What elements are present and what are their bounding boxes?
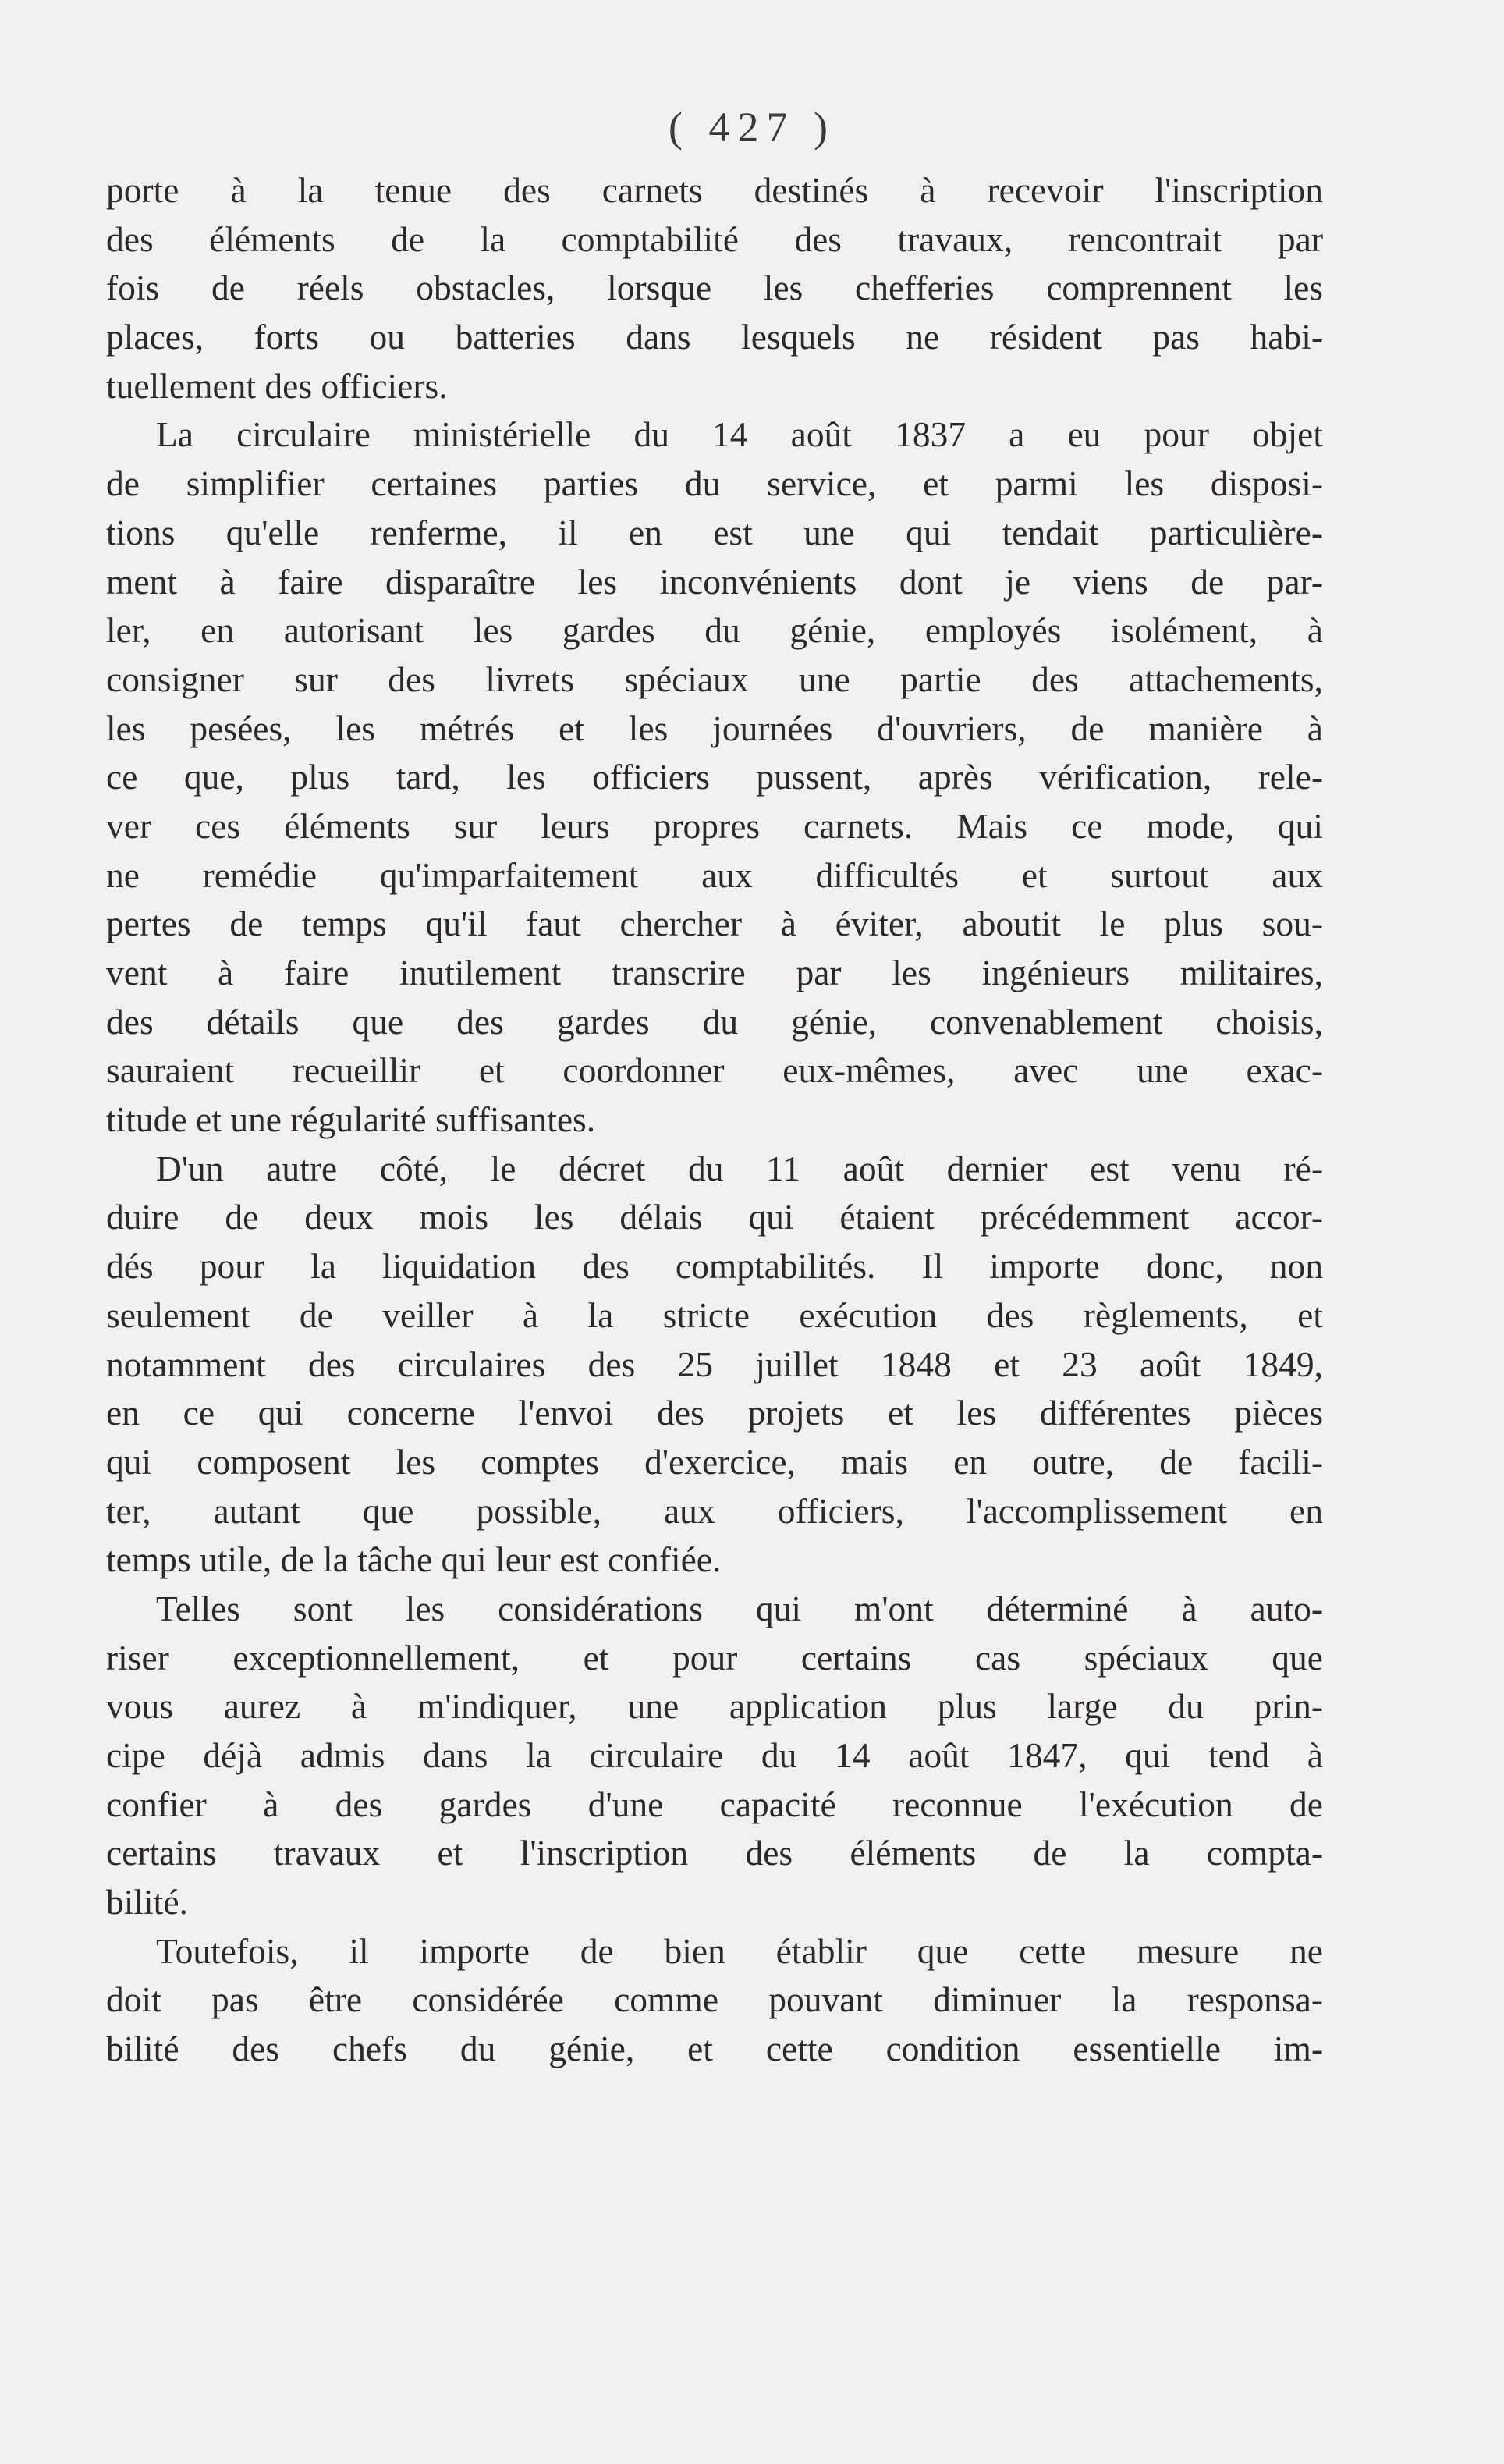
text-line: dés pour la liquidation des comptabilités. Il importe donc, non xyxy=(106,1246,1323,1287)
text-line: seulement de veiller à la stricte exécution des règlements, et xyxy=(106,1294,1323,1335)
text-line: de simplifier certaines parties du service, et parmi les disposi- xyxy=(106,463,1323,504)
text-line: confier à des gardes d'une capacité reconnue l'exécution de xyxy=(106,1784,1323,1824)
text-line: ne remédie qu'imparfaitement aux difficultés et surtout aux xyxy=(106,854,1323,895)
text-line: les pesées, les métrés et les journées d'ouvriers, de manière à xyxy=(106,708,1323,748)
text-line: riser exceptionnellement, et pour certains cas spéciaux que xyxy=(106,1637,1323,1678)
text-line: ver ces éléments sur leurs propres carnets. Mais ce mode, qui xyxy=(106,805,1323,846)
text-line: doit pas être considérée comme pouvant diminuer la responsa- xyxy=(106,1979,1323,2020)
text-line: vent à faire inutilement transcrire par les ingénieurs militaires, xyxy=(106,953,1323,992)
text-line: ment à faire disparaître les inconvénients dont je viens de par- xyxy=(106,561,1323,602)
text-line: des éléments de la comptabilité des travaux, rencontrait par xyxy=(106,218,1323,259)
text-line: pertes de temps qu'il faut chercher à éviter, aboutit le plus sou- xyxy=(106,904,1323,944)
text-line: Telles sont les considérations qui m'ont déterminé à auto- xyxy=(156,1588,1323,1628)
text-line: titude et une régularité suffisantes. xyxy=(106,1099,596,1140)
text-line: qui composent les comptes d'exercice, mais en outre, de facili- xyxy=(106,1441,1323,1482)
text-line: D'un autre côté, le décret du 11 août dernier est venu ré- xyxy=(156,1148,1323,1188)
body-text xyxy=(106,166,1323,2074)
text-line: des détails que des gardes du génie, convenablement choisis, xyxy=(106,1001,1323,1042)
text-line: places, forts ou batteries dans lesquels ne résident pas habi- xyxy=(106,317,1323,357)
text-line: tuellement des officiers. xyxy=(106,365,448,406)
text-line: consigner sur des livrets spéciaux une partie des attachements, xyxy=(106,659,1323,699)
text-line: ce que, plus tard, les officiers pussent, après vérification, rele- xyxy=(106,757,1323,797)
text-line: ter, autant que possible, aux officiers, l'accomplissement en xyxy=(106,1490,1323,1531)
text-line: Toutefois, il importe de bien établir que cette mesure ne xyxy=(156,1930,1323,1971)
text-line: bilité des chefs du génie, et cette condition essentielle im- xyxy=(106,2029,1323,2069)
text-line: cipe déjà admis dans la circulaire du 14 août 1847, qui tend à xyxy=(106,1735,1323,1775)
page-number: ( 427 ) xyxy=(669,104,835,151)
text-line: fois de réels obstacles, lorsque les chefferies comprennent les xyxy=(106,268,1323,308)
text-line: porte à la tenue des carnets destinés à recevoir l'inscription xyxy=(106,170,1323,210)
text-line: sauraient recueillir et coordonner eux-mêmes, avec une exac- xyxy=(106,1050,1323,1091)
text-line: temps utile, de la tâche qui leur est confiée. xyxy=(106,1539,722,1580)
text-line: duire de deux mois les délais qui étaient précédemment accor- xyxy=(106,1197,1323,1237)
text-line: tions qu'elle renferme, il en est une qui tendait particulière- xyxy=(106,512,1323,552)
text-line: bilité. xyxy=(106,1882,188,1923)
text-line: certains travaux et l'inscription des éléments de la compta- xyxy=(106,1833,1323,1873)
text-line: notamment des circulaires des 25 juillet 1848 et 23 août 1849, xyxy=(106,1344,1323,1384)
text-line: ler, en autorisant les gardes du génie, employés isolément, à xyxy=(106,610,1323,651)
text-line: vous aurez à m'indiquer, une application plus large du prin- xyxy=(106,1686,1323,1727)
text-line: La circulaire ministérielle du 14 août 1837 a eu pour objet xyxy=(156,414,1323,455)
text-line: en ce qui concerne l'envoi des projets et les différentes pièces xyxy=(106,1393,1323,1433)
